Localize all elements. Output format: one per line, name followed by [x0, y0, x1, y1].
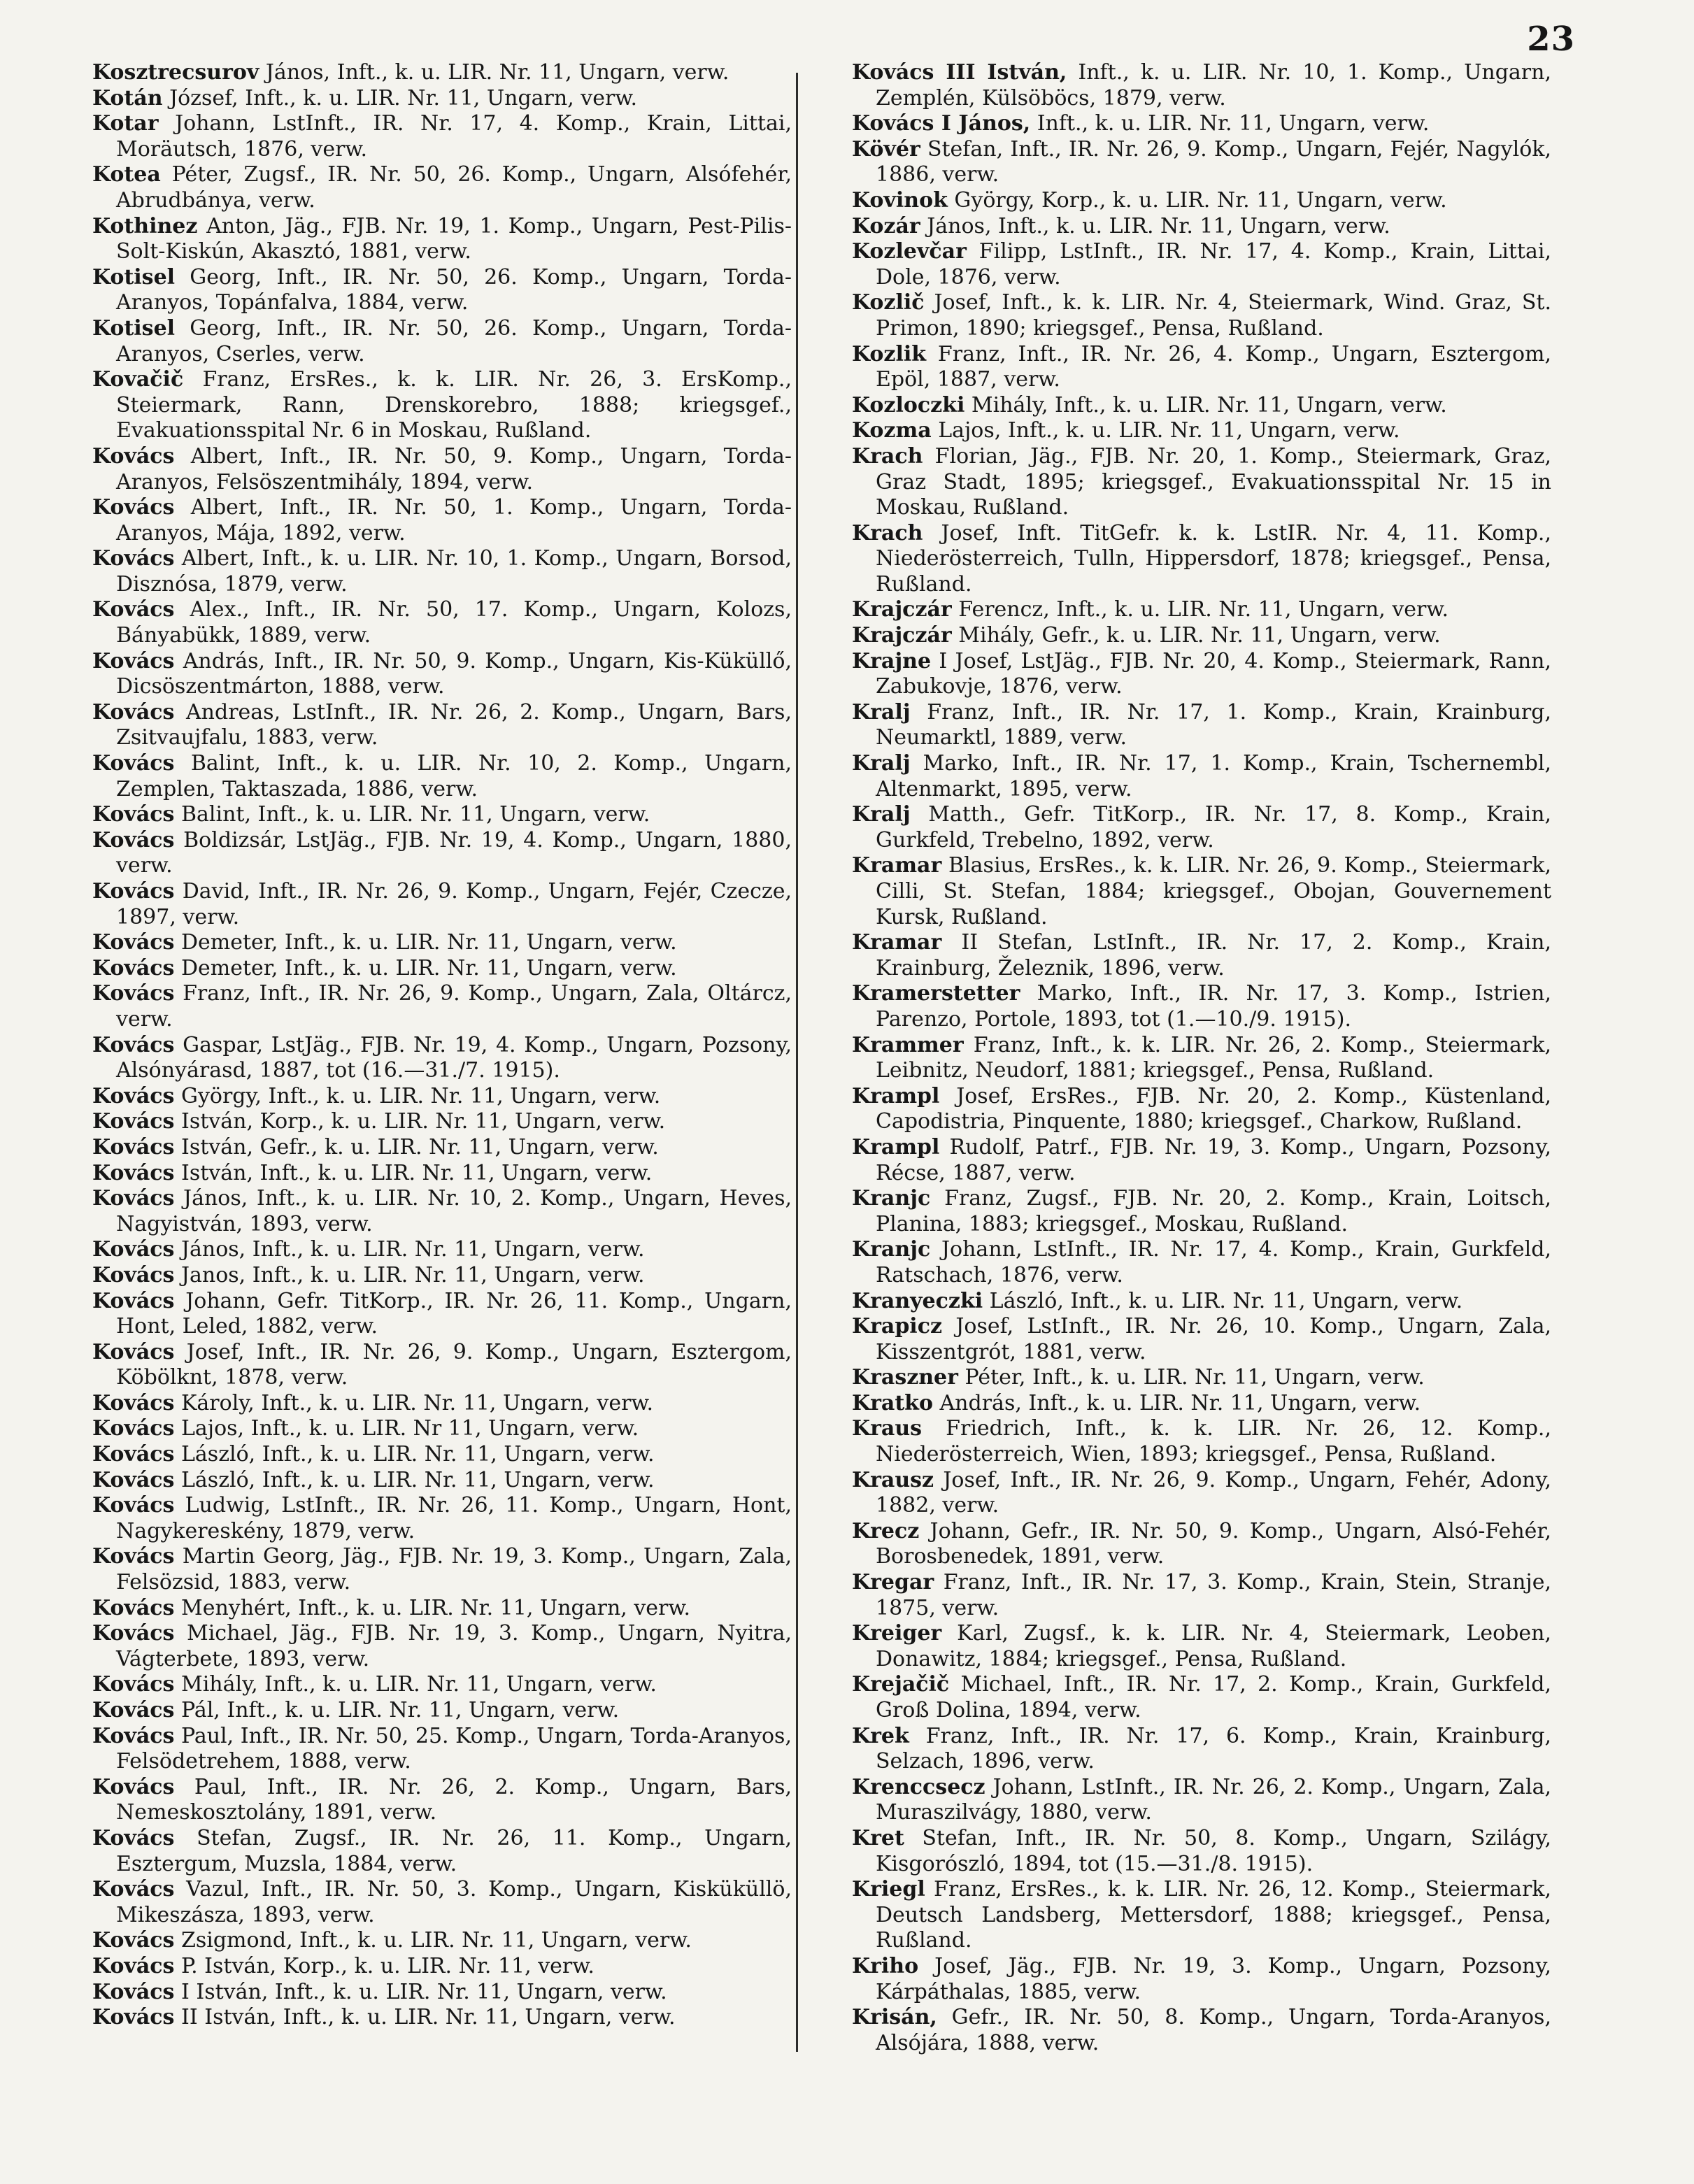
entry-surname: Krajczár	[852, 597, 952, 622]
entry-details: János, Inft., k. u. LIR. Nr. 11, Ungarn, verw.	[259, 60, 729, 85]
list-item	[852, 623, 1551, 649]
entry-details: László, Inft., k. u. LIR. Nr. 11, Ungarn, verw.	[174, 1467, 655, 1492]
entry-details: László, Inft., k. u. LIR. Nr. 11, Ungarn, verw.	[983, 1288, 1463, 1313]
list-item	[852, 239, 1551, 290]
entry-details: Marko, Inft., IR. Nr. 17, 3. Komp., Istrien, Parenzo, Portole, 1893, tot (1.—10./9. 1915).	[876, 981, 1551, 1032]
list-item	[92, 1775, 792, 1826]
list-item	[92, 214, 792, 265]
entry-surname: Kovács	[92, 1621, 175, 1646]
entry-surname: Kovács	[92, 1953, 175, 1978]
entry-details: Janos, Inft., k. u. LIR. Nr. 11, Ungarn, verw.	[174, 1262, 645, 1287]
entry-details: József, Inft., k. u. LIR. Nr. 11, Ungarn, verw.	[162, 85, 637, 110]
list-item	[92, 495, 792, 546]
entry-surname: Kraus	[852, 1416, 923, 1441]
entry-surname: Krejačič	[852, 1672, 950, 1697]
entry-surname: Kralj	[852, 802, 911, 827]
list-item	[852, 60, 1551, 111]
entry-details: Paul, Inft., IR. Nr. 50, 25. Komp., Ungarn, Torda-Aranyos, Felsödetrehem, 1888, verw.	[116, 1723, 792, 1774]
list-item	[852, 1621, 1551, 1672]
entry-surname: Kozár	[852, 213, 920, 238]
entry-details: Friedrich, Inft., k. k. LIR. Nr. 26, 12. Komp., Niederösterreich, Wien, 1893; kriegsgef., Pensa, Rußland.	[876, 1416, 1551, 1467]
entry-details: Florian, Jäg., FJB. Nr. 20, 1. Komp., Steiermark, Graz, Graz Stadt, 1895; kriegsgef., Evakuationsspital Nr. 15 in Moskau, Rußland.	[876, 443, 1551, 520]
entry-details: András, Inft., IR. Nr. 50, 9. Komp., Ungarn, Kis-Küküllő, Dicsöszentmárton, 1888, verw.	[116, 648, 792, 699]
entry-details: Franz, Inft., IR. Nr. 17, 3. Komp., Krain, Stein, Stranje, 1875, verw.	[876, 1570, 1551, 1620]
list-item	[92, 1877, 792, 1928]
entry-surname: Kovács	[92, 546, 175, 571]
entry-surname: Kovács	[92, 1134, 175, 1159]
entry-surname: Kovács	[92, 648, 175, 673]
list-item	[92, 1109, 792, 1135]
entry-surname: Kovács	[92, 1160, 175, 1185]
list-item	[92, 1442, 792, 1468]
list-item	[852, 1672, 1551, 1723]
entry-surname: Kovács	[92, 802, 175, 827]
list-item	[92, 802, 792, 828]
entry-surname: Kratko	[852, 1390, 933, 1415]
list-item	[852, 1519, 1551, 1570]
entry-details: Johann, LstInft., IR. Nr. 17, 4. Komp., Krain, Littai, Moräutsch, 1876, verw.	[116, 111, 792, 162]
entry-details: Albert, Inft., IR. Nr. 50, 9. Komp., Ungarn, Torda-Aranyos, Felsöszentmihály, 1894, verw.	[116, 443, 792, 494]
list-item	[92, 1416, 792, 1442]
entry-details: David, Inft., IR. Nr. 26, 9. Komp., Ungarn, Fejér, Czecze, 1897, verw.	[116, 879, 792, 929]
entry-surname: Kovačič	[92, 367, 184, 392]
entry-details: Michael, Jäg., FJB. Nr. 19, 3. Komp., Ungarn, Nyitra, Vágterbete, 1893, verw.	[116, 1621, 792, 1671]
entry-surname: Krek	[852, 1723, 909, 1748]
list-item	[92, 2005, 792, 2031]
entry-details: Martin Georg, Jäg., FJB. Nr. 19, 3. Komp., Ungarn, Zala, Felsözsid, 1883, verw.	[116, 1544, 792, 1595]
entry-surname: Kovács	[92, 1083, 175, 1108]
list-item	[92, 1672, 792, 1698]
list-item	[852, 1289, 1551, 1315]
entry-details: Michael, Inft., IR. Nr. 17, 2. Komp., Krain, Gurkfeld, Groß Dolina, 1894, verw.	[876, 1672, 1551, 1722]
list-item	[852, 418, 1551, 444]
entry-details: Ludwig, LstInft., IR. Nr. 26, 11. Komp., Ungarn, Hont, Nagykereskény, 1879, verw.	[116, 1493, 792, 1543]
list-item	[852, 290, 1551, 341]
list-item	[92, 162, 792, 213]
entry-details: I Josef, LstJäg., FJB. Nr. 20, 4. Komp., Steiermark, Rann, Zabukovje, 1876, verw.	[876, 648, 1551, 699]
entry-details: Balint, Inft., k. u. LIR. Nr. 11, Ungarn, verw.	[174, 802, 650, 827]
entry-surname: Kramar	[852, 930, 942, 955]
list-item	[852, 214, 1551, 240]
entry-surname: Kregar	[852, 1570, 934, 1595]
entry-surname: Kovács	[92, 699, 175, 725]
entry-surname: Kovács	[92, 1416, 175, 1441]
list-item	[852, 1237, 1551, 1288]
list-item	[852, 981, 1551, 1032]
list-item	[852, 1468, 1551, 1519]
entry-details: Zsigmond, Inft., k. u. LIR. Nr. 11, Ungarn, verw.	[174, 1928, 692, 1953]
entry-surname: Krampl	[852, 1134, 940, 1159]
entry-details: János, Inft., k. u. LIR. Nr. 11, Ungarn, verw.	[174, 1237, 645, 1262]
entry-surname: Kovács	[92, 1493, 175, 1518]
entry-details: Stefan, Inft., IR. Nr. 50, 8. Komp., Ungarn, Szilágy, Kisgorószló, 1894, tot (15.—31./8. 1915).	[876, 1825, 1551, 1876]
entry-details: Josef, Inft., k. k. LIR. Nr. 4, Steiermark, Wind. Graz, St. Primon, 1890; kriegsgef., Pensa, Rußland.	[876, 290, 1551, 341]
list-item	[92, 1928, 792, 1954]
list-item	[852, 1416, 1551, 1467]
entry-surname: Krisán,	[852, 2005, 937, 2030]
entry-surname: Kovács	[92, 1723, 175, 1748]
list-item	[92, 700, 792, 751]
entry-surname: Kotán	[92, 85, 163, 110]
entry-details: Blasius, ErsRes., k. k. LIR. Nr. 26, 9. Komp., Steiermark, Cilli, St. Stefan, 1884; kriegsgef., Obojan, Gouvernement Kursk, Rußland.	[876, 853, 1551, 929]
list-item	[92, 1186, 792, 1237]
entry-details: Johann, Gefr. TitKorp., IR. Nr. 26, 11. Komp., Ungarn, Hont, Leled, 1882, verw.	[116, 1288, 792, 1339]
list-item	[92, 1033, 792, 1084]
list-item	[92, 86, 792, 112]
entry-details: Demeter, Inft., k. u. LIR. Nr. 11, Ungarn, verw.	[174, 955, 677, 980]
list-item	[852, 700, 1551, 751]
entry-details: Franz, Inft., IR. Nr. 17, 1. Komp., Krain, Krainburg, Neumarktl, 1889, verw.	[876, 699, 1551, 750]
entry-surname: Kovács	[92, 495, 175, 520]
column-divider	[796, 73, 798, 2052]
list-item	[92, 1237, 792, 1263]
entry-details: Johann, LstInft., IR. Nr. 26, 2. Komp., Ungarn, Zala, Muraszilvágy, 1880, verw.	[876, 1774, 1551, 1825]
list-item	[92, 1289, 792, 1340]
entry-surname: Kralj	[852, 699, 911, 725]
entry-surname: Krajczár	[852, 623, 952, 648]
entry-details: Josef, Inft. TitGefr. k. k. LstIR. Nr. 4, 11. Komp., Niederösterreich, Tulln, Hippersdorf, 1878; kriegsgef., Pensa, Rußland.	[876, 520, 1551, 597]
entry-surname: Kovács	[92, 1595, 175, 1620]
list-item	[852, 930, 1551, 981]
entry-surname: Kövér	[852, 136, 920, 162]
entry-details: Albert, Inft., IR. Nr. 50, 1. Komp., Ungarn, Torda-Aranyos, Mája, 1892, verw.	[116, 495, 792, 545]
list-item	[92, 1468, 792, 1494]
list-item	[92, 1161, 792, 1187]
entry-details: Ferencz, Inft., k. u. LIR. Nr. 11, Ungarn, verw.	[951, 597, 1449, 622]
entry-surname: Kranjc	[852, 1186, 931, 1211]
entry-surname: Kosztrecsurov	[92, 60, 259, 85]
entry-surname: Kreiger	[852, 1621, 942, 1646]
list-item	[852, 1135, 1551, 1186]
entry-details: Gaspar, LstJäg., FJB. Nr. 19, 4. Komp., Ungarn, Pozsony, Alsónyárasd, 1887, tot (16.—31./7. 1915).	[116, 1032, 792, 1083]
entry-surname: Kovács	[92, 930, 175, 955]
entry-details: Pál, Inft., k. u. LIR. Nr. 11, Ungarn, verw.	[174, 1698, 620, 1722]
entry-details: Josef, Jäg., FJB. Nr. 19, 3. Komp., Ungarn, Pozsony, Kárpáthalas, 1885, verw.	[876, 1953, 1551, 2004]
list-item	[852, 1084, 1551, 1135]
entry-details: Inft., k. u. LIR. Nr. 10, 1. Komp., Ungarn, Zemplén, Külsöböcs, 1879, verw.	[876, 60, 1551, 110]
list-item	[852, 521, 1551, 598]
list-item	[92, 649, 792, 700]
entry-surname: Kovács	[92, 879, 175, 904]
entry-details: Demeter, Inft., k. u. LIR. Nr. 11, Ungarn, verw.	[174, 930, 677, 955]
list-item	[92, 111, 792, 162]
entry-details: Boldizsár, LstJäg., FJB. Nr. 19, 4. Komp., Ungarn, 1880, verw.	[116, 827, 792, 878]
entry-details: János, Inft., k. u. LIR. Nr. 11, Ungarn, verw.	[920, 213, 1390, 238]
entry-details: Paul, Inft., IR. Nr. 26, 2. Komp., Ungarn, Bars, Nemeskosztolány, 1891, verw.	[116, 1774, 792, 1825]
entry-details: Inft., k. u. LIR. Nr. 11, Ungarn, verw.	[1030, 111, 1430, 136]
entry-details: Albert, Inft., k. u. LIR. Nr. 10, 1. Komp., Ungarn, Borsod, Disznósa, 1879, verw.	[116, 546, 792, 597]
entry-surname: Kotar	[92, 111, 159, 136]
entry-details: István, Korp., k. u. LIR. Nr. 11, Ungarn, verw.	[174, 1109, 666, 1134]
list-item	[852, 751, 1551, 802]
list-item	[852, 649, 1551, 700]
entry-surname: Krecz	[852, 1518, 920, 1543]
entry-details: Menyhért, Inft., k. u. LIR. Nr. 11, Ungarn, verw.	[174, 1595, 691, 1620]
entry-details: Vazul, Inft., IR. Nr. 50, 3. Komp., Ungarn, Kisküküllö, Mikeszásza, 1893, verw.	[116, 1877, 792, 1927]
entry-surname: Kovács	[92, 2005, 175, 2030]
entry-details: István, Inft., k. u. LIR. Nr. 11, Ungarn, verw.	[174, 1160, 653, 1185]
entry-details: László, Inft., k. u. LIR. Nr. 11, Ungarn, verw.	[174, 1442, 655, 1467]
list-item	[92, 1724, 792, 1775]
list-item	[92, 930, 792, 956]
entry-surname: Kovács	[92, 981, 175, 1006]
entry-details: II Stefan, LstInft., IR. Nr. 17, 2. Komp., Krain, Krainburg, Železnik, 1896, verw.	[876, 930, 1551, 980]
list-item	[852, 597, 1551, 623]
entry-surname: Kovács	[92, 827, 175, 852]
entry-details: Balint, Inft., k. u. LIR. Nr. 10, 2. Komp., Ungarn, Zemplen, Taktaszada, 1886, verw.	[116, 751, 792, 801]
entry-details: Franz, ErsRes., k. k. LIR. Nr. 26, 3. ErsKomp., Steiermark, Rann, Drenskorebro, 1888; kriegsgef., Evakuationsspital Nr. 6 in Moskau, Rußland.	[116, 367, 792, 443]
right-column	[852, 60, 1551, 2056]
entry-details: Josef, Inft., IR. Nr. 26, 9. Komp., Ungarn, Esztergom, Köbölknt, 1878, verw.	[116, 1339, 792, 1390]
entry-surname: Kovács	[92, 955, 175, 980]
entry-surname: Kovács I János,	[852, 111, 1031, 136]
list-item	[92, 1544, 792, 1595]
entry-surname: Kovács	[92, 1186, 175, 1211]
entry-surname: Kovács	[92, 1698, 175, 1722]
entry-details: I István, Inft., k. u. LIR. Nr. 11, Ungarn, verw.	[174, 1979, 667, 2004]
list-item	[92, 1084, 792, 1110]
entry-surname: Kovács	[92, 1032, 175, 1057]
entry-surname: Kovács	[92, 1467, 175, 1492]
entry-surname: Kramerstetter	[852, 981, 1020, 1006]
entry-details: Péter, Inft., k. u. LIR. Nr. 11, Ungarn, verw.	[958, 1365, 1425, 1390]
entry-surname: Kovács	[92, 443, 175, 469]
list-item	[92, 265, 792, 316]
entry-surname: Krenccsecz	[852, 1774, 985, 1799]
list-item	[852, 1775, 1551, 1826]
entry-details: Lajos, Inft., k. u. LIR. Nr. 11, Ungarn, verw.	[931, 418, 1400, 443]
entry-details: Gefr., IR. Nr. 50, 8. Komp., Ungarn, Torda-Aranyos, Alsójára, 1888, verw.	[876, 2005, 1551, 2055]
entry-surname: Krach	[852, 443, 923, 469]
list-item	[92, 1391, 792, 1417]
entry-surname: Kothinez	[92, 213, 198, 238]
entry-details: Franz, Inft., k. k. LIR. Nr. 26, 2. Komp., Steiermark, Leibnitz, Neudorf, 1881; kriegsgef., Pensa, Rußland.	[876, 1032, 1551, 1083]
list-item	[852, 393, 1551, 419]
entry-surname: Kriegl	[852, 1877, 925, 1902]
entry-details: Stefan, Zugsf., IR. Nr. 26, 11. Komp., Ungarn, Esztergum, Muzsla, 1884, verw.	[116, 1825, 792, 1876]
entry-surname: Kotisel	[92, 315, 176, 341]
list-item	[92, 981, 792, 1032]
entry-details: Matth., Gefr. TitKorp., IR. Nr. 17, 8. Komp., Krain, Gurkfeld, Trebelno, 1892, verw.	[876, 802, 1551, 852]
list-item	[852, 2005, 1551, 2056]
entry-details: Franz, Inft., IR. Nr. 26, 4. Komp., Ungarn, Esztergom, Epöl, 1887, verw.	[876, 341, 1551, 392]
list-item	[92, 316, 792, 367]
entry-details: János, Inft., k. u. LIR. Nr. 10, 2. Komp., Ungarn, Heves, Nagyistván, 1893, verw.	[116, 1186, 792, 1236]
entry-details: Franz, Inft., IR. Nr. 17, 6. Komp., Krain, Krainburg, Selzach, 1896, verw.	[876, 1723, 1551, 1774]
entry-details: Anton, Jäg., FJB. Nr. 19, 1. Komp., Ungarn, Pest-Pilis-Solt-Kiskún, Akasztó, 1881, verw.	[116, 213, 792, 264]
entry-surname: Kranyeczki	[852, 1288, 983, 1313]
list-item	[852, 1724, 1551, 1775]
list-item	[852, 1365, 1551, 1391]
entry-details: Andreas, LstInft., IR. Nr. 26, 2. Komp., Ungarn, Bars, Zsitvaujfalu, 1883, verw.	[116, 699, 792, 750]
entry-details: Josef, LstInft., IR. Nr. 26, 10. Komp., Ungarn, Zala, Kisszentgrót, 1881, verw.	[876, 1314, 1551, 1364]
list-item	[92, 1263, 792, 1289]
list-item	[852, 1954, 1551, 2005]
list-item	[852, 137, 1551, 188]
page-number: 23	[1527, 20, 1575, 59]
list-item	[852, 188, 1551, 214]
entry-details: Josef, Inft., IR. Nr. 26, 9. Komp., Ungarn, Fehér, Adony, 1882, verw.	[876, 1467, 1551, 1518]
list-item	[852, 1314, 1551, 1365]
entry-surname: Kotisel	[92, 264, 176, 290]
entry-details: Franz, Inft., IR. Nr. 26, 9. Komp., Ungarn, Zala, Oltárcz, verw.	[116, 981, 792, 1032]
list-item	[92, 1698, 792, 1724]
entry-surname: Kozlič	[852, 290, 925, 315]
left-column	[92, 60, 792, 2031]
list-item	[92, 828, 792, 879]
list-item	[92, 1493, 792, 1544]
list-item	[92, 879, 792, 930]
entry-details: Mihály, Inft., k. u. LIR. Nr. 11, Ungarn, verw.	[965, 392, 1447, 417]
entry-surname: Kovács	[92, 1390, 175, 1415]
entry-surname: Kozma	[852, 418, 932, 443]
entry-surname: Krach	[852, 520, 923, 545]
entry-details: Franz, ErsRes., k. k. LIR. Nr. 26, 12. Komp., Steiermark, Deutsch Landsberg, Mettersdorf, 1888; kriegsgef., Pensa, Rußland.	[876, 1877, 1551, 1953]
entry-details: István, Gefr., k. u. LIR. Nr. 11, Ungarn, verw.	[174, 1134, 659, 1159]
entry-details: Lajos, Inft., k. u. LIR. Nr 11, Ungarn, verw.	[174, 1416, 639, 1441]
entry-surname: Krajne	[852, 648, 932, 673]
list-item	[92, 546, 792, 597]
entry-surname: Kovács	[92, 1928, 175, 1953]
list-item	[92, 60, 792, 86]
entry-details: György, Inft., k. u. LIR. Nr. 11, Ungarn, verw.	[174, 1083, 661, 1108]
entry-surname: Krampl	[852, 1083, 940, 1108]
entry-surname: Kovács	[92, 597, 175, 622]
entry-surname: Kriho	[852, 1953, 919, 1978]
entry-details: Franz, Zugsf., FJB. Nr. 20, 2. Komp., Krain, Loitsch, Planina, 1883; kriegsgef., Moskau, Rußland.	[876, 1186, 1551, 1236]
entry-surname: Krammer	[852, 1032, 964, 1057]
entry-surname: Kovács	[92, 1262, 175, 1287]
entry-details: P. István, Korp., k. u. LIR. Nr. 11, verw.	[174, 1953, 595, 1978]
entry-details: András, Inft., k. u. LIR. Nr. 11, Ungarn, verw.	[932, 1390, 1421, 1415]
list-item	[852, 1877, 1551, 1954]
entry-details: Georg, Inft., IR. Nr. 50, 26. Komp., Ungarn, Torda-Aranyos, Topánfalva, 1884, verw.	[116, 264, 792, 315]
entry-details: Mihály, Gefr., k. u. LIR. Nr. 11, Ungarn, verw.	[951, 623, 1441, 648]
list-item	[92, 1826, 792, 1877]
entry-surname: Kovács	[92, 1672, 175, 1697]
entry-details: Alex., Inft., IR. Nr. 50, 17. Komp., Ungarn, Kolozs, Bányabükk, 1889, verw.	[116, 597, 792, 648]
list-item	[852, 802, 1551, 853]
list-item	[852, 342, 1551, 393]
entry-surname: Kovács	[92, 1825, 175, 1850]
entry-surname: Kotea	[92, 162, 161, 187]
list-item	[852, 1033, 1551, 1084]
list-item	[92, 751, 792, 802]
list-item	[852, 1186, 1551, 1237]
entry-details: Georg, Inft., IR. Nr. 50, 26. Komp., Ungarn, Torda-Aranyos, Cserles, verw.	[116, 315, 792, 366]
entry-surname: Kramar	[852, 853, 942, 878]
entry-surname: Kovács	[92, 751, 175, 776]
list-item	[92, 367, 792, 444]
list-item	[852, 1570, 1551, 1621]
entry-details: Johann, Gefr., IR. Nr. 50, 9. Komp., Ungarn, Alsó-Fehér, Borosbenedek, 1891, verw.	[876, 1518, 1551, 1569]
list-item	[852, 444, 1551, 521]
entry-surname: Krapicz	[852, 1314, 942, 1339]
entry-surname: Kranjc	[852, 1237, 931, 1262]
entry-surname: Kovács	[92, 1339, 175, 1364]
entry-details: Stefan, Inft., IR. Nr. 26, 9. Komp., Ungarn, Fejér, Nagylók, 1886, verw.	[876, 136, 1551, 187]
entry-surname: Kozloczki	[852, 392, 965, 417]
entry-surname: Kozlevčar	[852, 239, 967, 264]
list-item	[92, 1954, 792, 1980]
list-item	[92, 1621, 792, 1672]
entry-surname: Kralj	[852, 751, 911, 776]
entry-details: György, Korp., k. u. LIR. Nr. 11, Ungarn, verw.	[947, 187, 1447, 213]
list-item	[852, 111, 1551, 137]
entry-surname: Kovinok	[852, 187, 948, 213]
entry-surname: Kovács	[92, 1774, 175, 1799]
entry-surname: Kraszner	[852, 1365, 958, 1390]
entry-surname: Kovács	[92, 1109, 175, 1134]
list-item	[92, 1596, 792, 1622]
entry-surname: Kovács III István,	[852, 60, 1067, 85]
entry-details: II István, Inft., k. u. LIR. Nr. 11, Ungarn, verw.	[174, 2005, 676, 2030]
entry-details: Johann, LstInft., IR. Nr. 17, 4. Komp., Krain, Gurkfeld, Ratschach, 1876, verw.	[876, 1237, 1551, 1287]
entry-surname: Kovács	[92, 1288, 175, 1313]
entry-details: Mihály, Inft., k. u. LIR. Nr. 11, Ungarn, verw.	[174, 1672, 657, 1697]
list-item	[92, 1340, 792, 1391]
entry-details: Rudolf, Patrf., FJB. Nr. 19, 3. Komp., Ungarn, Pozsony, Récse, 1887, verw.	[876, 1134, 1551, 1185]
entry-surname: Kovács	[92, 1237, 175, 1262]
entry-surname: Kozlik	[852, 341, 927, 366]
list-item	[92, 1135, 792, 1161]
entry-surname: Kret	[852, 1825, 904, 1850]
entry-details: Filipp, LstInft., IR. Nr. 17, 4. Komp., Krain, Littai, Dole, 1876, verw.	[876, 239, 1551, 290]
entry-surname: Kovács	[92, 1877, 175, 1902]
list-item	[852, 1826, 1551, 1877]
list-item	[852, 853, 1551, 930]
list-item	[92, 956, 792, 982]
entry-details: Károly, Inft., k. u. LIR. Nr. 11, Ungarn, verw.	[174, 1390, 654, 1415]
entry-details: Josef, ErsRes., FJB. Nr. 20, 2. Komp., Küstenland, Capodistria, Pinquente, 1880; kriegsgef., Charkow, Rußland.	[876, 1083, 1551, 1134]
entry-details: Karl, Zugsf., k. k. LIR. Nr. 4, Steiermark, Leoben, Donawitz, 1884; kriegsgef., Pensa, Rußland.	[876, 1621, 1551, 1671]
list-item	[92, 444, 792, 495]
entry-surname: Kovács	[92, 1442, 175, 1467]
entry-surname: Kovács	[92, 1979, 175, 2004]
entry-details: Marko, Inft., IR. Nr. 17, 1. Komp., Krain, Tschernembl, Altenmarkt, 1895, verw.	[876, 751, 1551, 801]
entry-surname: Kovács	[92, 1544, 175, 1569]
entry-details: Péter, Zugsf., IR. Nr. 50, 26. Komp., Ungarn, Alsófehér, Abrudbánya, verw.	[116, 162, 792, 213]
entry-surname: Krausz	[852, 1467, 934, 1492]
list-item	[92, 597, 792, 648]
list-item	[92, 1980, 792, 2006]
list-item	[852, 1391, 1551, 1417]
